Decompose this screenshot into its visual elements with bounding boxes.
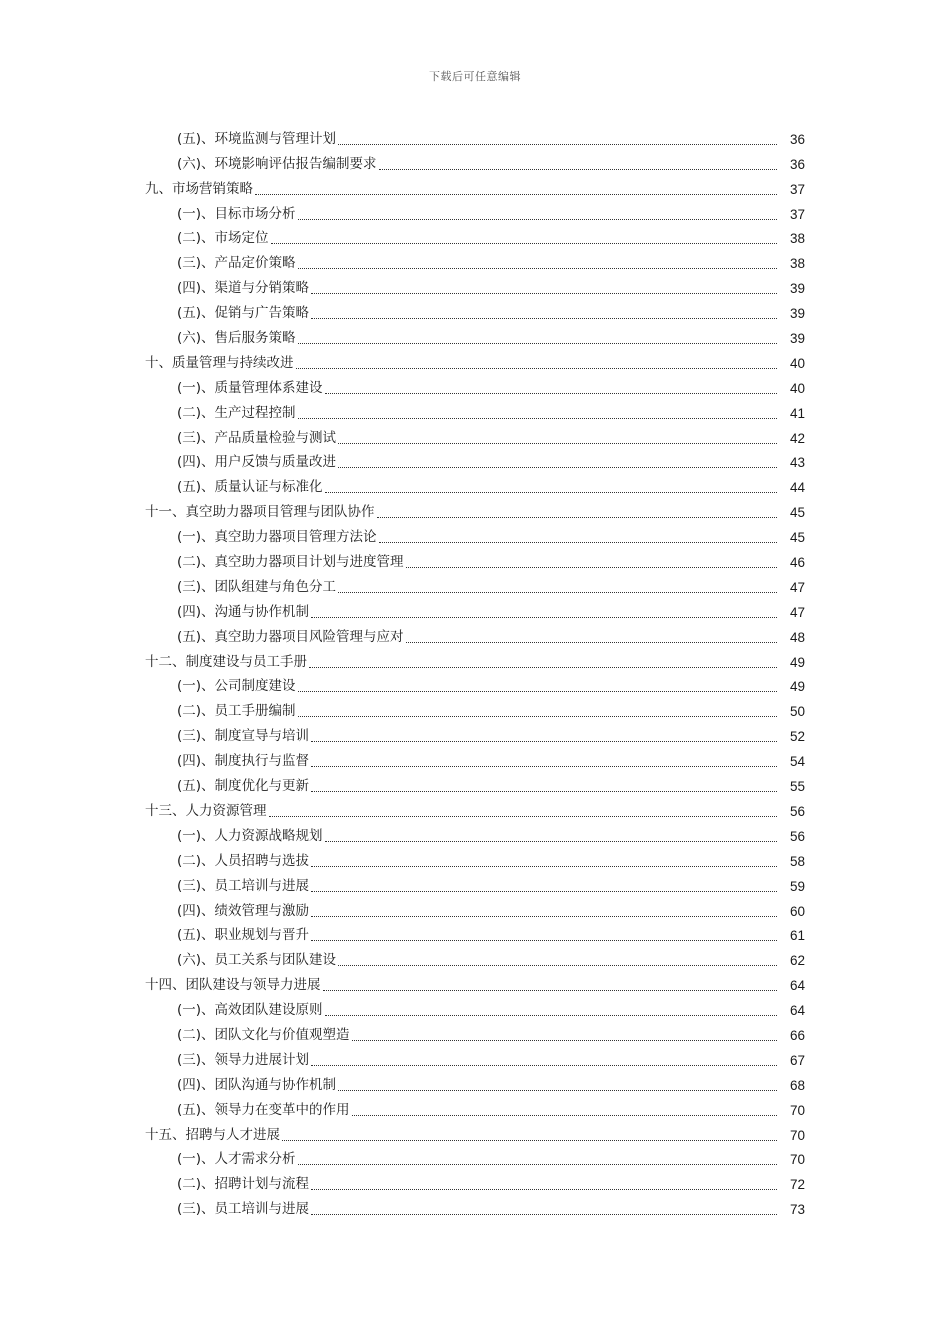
toc-page-number: 40: [789, 380, 805, 396]
toc-dot-leader: [271, 243, 777, 244]
toc-section-entry[interactable]: [0, 549, 950, 574]
toc-dot-leader: [296, 368, 778, 369]
toc-section-entry[interactable]: [0, 250, 950, 275]
toc-section-entry[interactable]: [0, 1171, 950, 1196]
toc-page-number: 52: [789, 729, 805, 745]
toc-dot-leader: [352, 1115, 777, 1116]
toc-page-number: 44: [789, 480, 805, 496]
toc-dot-leader: [298, 219, 777, 220]
toc-entry-label: (五)、领导力在变革中的作用: [177, 1101, 350, 1118]
toc-page-number: 45: [789, 530, 805, 546]
toc-dot-leader: [338, 592, 777, 593]
toc-page-number: 37: [789, 181, 805, 197]
toc-page-number: 64: [789, 1003, 805, 1019]
toc-dot-leader: [309, 667, 777, 668]
toc-page-number: 58: [789, 853, 805, 869]
toc-page-number: 46: [789, 555, 805, 571]
toc-dot-leader: [298, 716, 777, 717]
toc-chapter-entry[interactable]: [0, 972, 950, 997]
toc-entry-label: (二)、生产过程控制: [177, 404, 296, 421]
toc-section-entry[interactable]: [0, 1097, 950, 1122]
toc-entry-label: (一)、人才需求分析: [177, 1151, 296, 1168]
toc-page-number: 39: [789, 331, 805, 347]
toc-entry-label: (五)、真空助力器项目风险管理与应对: [177, 628, 404, 645]
toc-dot-leader: [377, 517, 778, 518]
toc-dot-leader: [311, 766, 777, 767]
toc-chapter-entry[interactable]: [0, 1122, 950, 1147]
toc-page-number: 50: [789, 704, 805, 720]
toc-entry-label: (四)、用户反馈与质量改进: [177, 454, 337, 471]
toc-entry-label: (二)、真空助力器项目计划与进度管理: [177, 554, 404, 571]
toc-section-entry[interactable]: [0, 300, 950, 325]
toc-section-entry[interactable]: [0, 275, 950, 300]
toc-section-entry[interactable]: [0, 923, 950, 948]
toc-section-entry[interactable]: [0, 325, 950, 350]
toc-section-entry[interactable]: [0, 375, 950, 400]
toc-entry-label: 十一、真空助力器项目管理与团队协作: [145, 504, 375, 521]
toc-page-number: 70: [789, 1127, 805, 1143]
toc-entry-label: 十三、人力资源管理: [145, 802, 267, 819]
toc-page-number: 70: [789, 1152, 805, 1168]
toc-section-entry[interactable]: [0, 524, 950, 549]
toc-section-entry[interactable]: [0, 698, 950, 723]
toc-entry-label: (一)、人力资源战略规划: [177, 827, 323, 844]
toc-dot-leader: [298, 1164, 777, 1165]
toc-dot-leader: [311, 617, 777, 618]
toc-page-number: 48: [789, 629, 805, 645]
toc-dot-leader: [311, 1065, 777, 1066]
toc-entry-label: (三)、制度宣导与培训: [177, 728, 310, 745]
toc-entry-label: (五)、质量认证与标准化: [177, 479, 323, 496]
toc-section-entry[interactable]: [0, 1022, 950, 1047]
toc-dot-leader: [311, 741, 777, 742]
toc-dot-leader: [311, 791, 777, 792]
toc-chapter-entry[interactable]: [0, 499, 950, 524]
toc-page-number: 66: [789, 1027, 805, 1043]
toc-section-entry[interactable]: [0, 425, 950, 450]
toc-section-entry[interactable]: [0, 873, 950, 898]
toc-entry-label: (五)、职业规划与晋升: [177, 927, 310, 944]
toc-page-number: 49: [789, 679, 805, 695]
toc-section-entry[interactable]: [0, 723, 950, 748]
toc-section-entry[interactable]: [0, 898, 950, 923]
toc-entry-label: (二)、市场定位: [177, 230, 269, 247]
toc-section-entry[interactable]: [0, 823, 950, 848]
toc-page-number: 73: [789, 1202, 805, 1218]
toc-dot-leader: [352, 1040, 777, 1041]
toc-chapter-entry[interactable]: [0, 798, 950, 823]
toc-page-number: 72: [789, 1177, 805, 1193]
toc-page-number: 55: [789, 779, 805, 795]
toc-page-number: 38: [789, 256, 805, 272]
toc-page-number: 39: [789, 306, 805, 322]
toc-page-number: 39: [789, 281, 805, 297]
toc-dot-leader: [406, 567, 777, 568]
toc-page-number: 45: [789, 505, 805, 521]
toc-section-entry[interactable]: [0, 624, 950, 649]
toc-page-number: 64: [789, 978, 805, 994]
table-of-contents: [0, 126, 950, 1221]
toc-entry-label: (四)、绩效管理与激励: [177, 902, 310, 919]
toc-entry-label: 十四、团队建设与领导力进展: [145, 977, 321, 994]
toc-page-number: 54: [789, 754, 805, 770]
toc-page-number: 42: [789, 430, 805, 446]
toc-dot-leader: [338, 467, 777, 468]
toc-dot-leader: [311, 940, 777, 941]
toc-dot-leader: [311, 1189, 777, 1190]
toc-page-number: 61: [789, 928, 805, 944]
toc-entry-label: (一)、质量管理体系建设: [177, 379, 323, 396]
toc-dot-leader: [379, 169, 777, 170]
toc-entry-label: 十五、招聘与人才进展: [145, 1126, 280, 1143]
toc-chapter-entry[interactable]: [0, 350, 950, 375]
toc-section-entry[interactable]: [0, 1147, 950, 1172]
toc-dot-leader: [338, 965, 777, 966]
toc-entry-label: (三)、产品定价策略: [177, 255, 296, 272]
toc-entry-label: (三)、员工培训与进展: [177, 1201, 310, 1218]
toc-page-number: 41: [789, 405, 805, 421]
toc-section-entry[interactable]: [0, 450, 950, 475]
toc-page-number: 38: [789, 231, 805, 247]
toc-dot-leader: [255, 194, 777, 195]
toc-dot-leader: [311, 318, 777, 319]
toc-entry-label: (二)、招聘计划与流程: [177, 1176, 310, 1193]
toc-entry-label: (一)、公司制度建设: [177, 678, 296, 695]
toc-page-number: 40: [789, 355, 805, 371]
toc-entry-label: (六)、员工关系与团队建设: [177, 952, 337, 969]
toc-section-entry[interactable]: [0, 151, 950, 176]
toc-dot-leader: [298, 691, 777, 692]
toc-section-entry[interactable]: [0, 599, 950, 624]
toc-section-entry[interactable]: [0, 474, 950, 499]
toc-dot-leader: [338, 1090, 777, 1091]
toc-page-number: 36: [789, 156, 805, 172]
toc-entry-label: (三)、领导力进展计划: [177, 1051, 310, 1068]
toc-page-number: 56: [789, 803, 805, 819]
toc-entry-label: 十、质量管理与持续改进: [145, 354, 294, 371]
page-header: 下载后可任意编辑: [429, 70, 521, 83]
toc-page-number: 47: [789, 579, 805, 595]
toc-dot-leader: [325, 841, 777, 842]
toc-section-entry[interactable]: [0, 773, 950, 798]
toc-dot-leader: [311, 866, 777, 867]
toc-entry-label: (四)、渠道与分销策略: [177, 280, 310, 297]
toc-entry-label: (四)、制度执行与监督: [177, 753, 310, 770]
toc-section-entry[interactable]: [0, 748, 950, 773]
toc-page-number: 67: [789, 1052, 805, 1068]
toc-dot-leader: [406, 642, 777, 643]
toc-section-entry[interactable]: [0, 1072, 950, 1097]
toc-entry-label: (二)、员工手册编制: [177, 703, 296, 720]
toc-entry-label: 九、市场营销策略: [145, 180, 253, 197]
toc-section-entry[interactable]: [0, 674, 950, 699]
toc-page-number: 68: [789, 1077, 805, 1093]
toc-entry-label: (三)、团队组建与角色分工: [177, 578, 337, 595]
toc-entry-label: 十二、制度建设与员工手册: [145, 653, 307, 670]
toc-section-entry[interactable]: [0, 947, 950, 972]
toc-section-entry[interactable]: [0, 848, 950, 873]
toc-page-number: 56: [789, 828, 805, 844]
toc-dot-leader: [282, 1140, 777, 1141]
toc-chapter-entry[interactable]: [0, 649, 950, 674]
toc-dot-leader: [311, 891, 777, 892]
toc-section-entry[interactable]: [0, 400, 950, 425]
toc-page-number: 60: [789, 903, 805, 919]
toc-dot-leader: [325, 1015, 777, 1016]
toc-page-number: 59: [789, 878, 805, 894]
toc-entry-label: (一)、真空助力器项目管理方法论: [177, 529, 377, 546]
toc-section-entry[interactable]: [0, 1047, 950, 1072]
toc-entry-label: (六)、环境影响评估报告编制要求: [177, 155, 377, 172]
toc-section-entry[interactable]: [0, 226, 950, 251]
toc-entry-label: (六)、售后服务策略: [177, 330, 296, 347]
toc-page-number: 62: [789, 953, 805, 969]
toc-dot-leader: [311, 916, 777, 917]
toc-entry-label: (三)、产品质量检验与测试: [177, 429, 337, 446]
toc-dot-leader: [311, 293, 777, 294]
toc-section-entry[interactable]: [0, 201, 950, 226]
toc-entry-label: (二)、团队文化与价值观塑造: [177, 1026, 350, 1043]
toc-page-number: 36: [789, 131, 805, 147]
toc-entry-label: (五)、制度优化与更新: [177, 778, 310, 795]
toc-dot-leader: [298, 418, 777, 419]
toc-section-entry[interactable]: [0, 126, 950, 151]
toc-entry-label: (五)、促销与广告策略: [177, 305, 310, 322]
toc-page-number: 37: [789, 206, 805, 222]
toc-entry-label: (三)、员工培训与进展: [177, 877, 310, 894]
toc-dot-leader: [298, 343, 777, 344]
toc-dot-leader: [325, 492, 777, 493]
toc-chapter-entry[interactable]: [0, 176, 950, 201]
toc-dot-leader: [325, 393, 777, 394]
toc-entry-label: (一)、高效团队建设原则: [177, 1002, 323, 1019]
toc-dot-leader: [298, 268, 777, 269]
toc-entry-label: (二)、人员招聘与选拔: [177, 852, 310, 869]
toc-dot-leader: [269, 816, 778, 817]
toc-page-number: 70: [789, 1102, 805, 1118]
toc-page-number: 49: [789, 654, 805, 670]
toc-dot-leader: [311, 1214, 777, 1215]
toc-entry-label: (五)、环境监测与管理计划: [177, 130, 337, 147]
toc-dot-leader: [338, 443, 777, 444]
toc-page-number: 47: [789, 604, 805, 620]
toc-dot-leader: [323, 990, 778, 991]
toc-section-entry[interactable]: [0, 574, 950, 599]
toc-entry-label: (四)、团队沟通与协作机制: [177, 1076, 337, 1093]
toc-section-entry[interactable]: [0, 997, 950, 1022]
toc-entry-label: (一)、目标市场分析: [177, 205, 296, 222]
toc-dot-leader: [338, 144, 777, 145]
toc-dot-leader: [379, 542, 777, 543]
toc-section-entry[interactable]: [0, 1196, 950, 1221]
toc-page-number: 43: [789, 455, 805, 471]
toc-entry-label: (四)、沟通与协作机制: [177, 603, 310, 620]
